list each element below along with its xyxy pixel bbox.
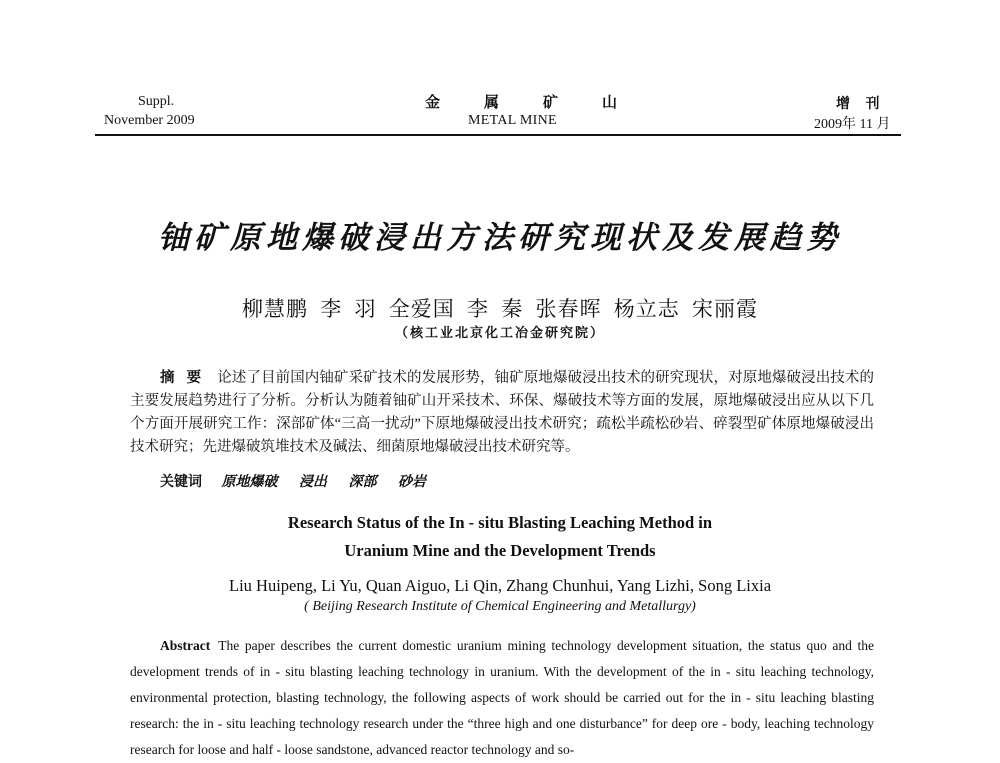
header-suppl-cn: 增 刊	[836, 97, 886, 112]
authors-en: Liu Huipeng, Li Yu, Quan Aiguo, Li Qin, Zhang Chunhui, Yang Lizhi, Song Lixia	[228, 576, 772, 595]
header-journal-en: METAL MINE	[468, 113, 557, 128]
keywords-cn	[160, 471, 444, 491]
abstract-en	[130, 633, 874, 763]
affiliation-cn: （核工业北京化工冶金研究院）	[394, 325, 605, 340]
abstract-en-text: The paper describes the current domestic uranium mining technology development situation, the status quo and the development trends of in - situ blasting leaching technology in uranium. With the development of the in - situ leaching technology, environmental protection, blasting technology, the following aspects of work should be carried out for the in - situ leaching blasting research: the in - situ leaching technology research under the “three high and one disturbance” for deep ore - body, leaching technology research for loose and half - loose sandstone, advanced reactor technology and so-	[130, 638, 874, 757]
header-journal-cn: 金属矿山	[425, 95, 662, 111]
paper-title-en	[0, 509, 1000, 565]
abstract-cn-text: 论述了目前国内铀矿采矿技术的发展形势，铀矿原地爆破浸出技术的研究现状，对原地爆破浸出技术的主要发展趋势进行了分析。分析认为随着铀矿山开采技术、环保、爆破技术等方面的发展，原地爆破浸出应从以下几个方面开展研究工作：深部矿体“三高一扰动”下原地爆破浸出技术研究；疏松半疏松砂岩、碎裂型矿体原地爆破浸出技术研究；先进爆破筑堆技术及碱法、细菌原地爆破浸出技术研究等。	[130, 370, 875, 455]
keywords-cn-label: 关键词	[160, 475, 202, 490]
keyword: 深部	[348, 475, 377, 490]
paper-title-en-line2: Uranium Mine and the Development Trends	[344, 541, 656, 560]
affiliation-en: ( Beijing Research Institute of Chemical Engineering and Metallurgy)	[304, 599, 696, 614]
paper-title-cn: 铀矿原地爆破浸出方法研究现状及发展趋势	[158, 220, 842, 255]
paper-title-en-line1: Research Status of the In - situ Blasting Leaching Method in	[287, 513, 713, 532]
header-date-en: November 2009	[104, 113, 195, 128]
keyword: 砂岩	[398, 475, 426, 490]
abstract-en-label: Abstract	[160, 638, 211, 653]
header-suppl: Suppl.	[138, 94, 175, 109]
keyword: 原地爆破	[221, 475, 278, 490]
header-date-cn: 2009年 11 月	[814, 117, 891, 132]
abstract-cn-label: 摘要	[160, 370, 214, 386]
authors-cn: 柳慧鹏 李 羽 全爱国 李 秦 张春晖 杨立志 宋丽霞	[242, 297, 758, 321]
header-rule	[95, 134, 901, 136]
abstract-cn	[130, 367, 874, 459]
keyword: 浸出	[299, 475, 327, 490]
